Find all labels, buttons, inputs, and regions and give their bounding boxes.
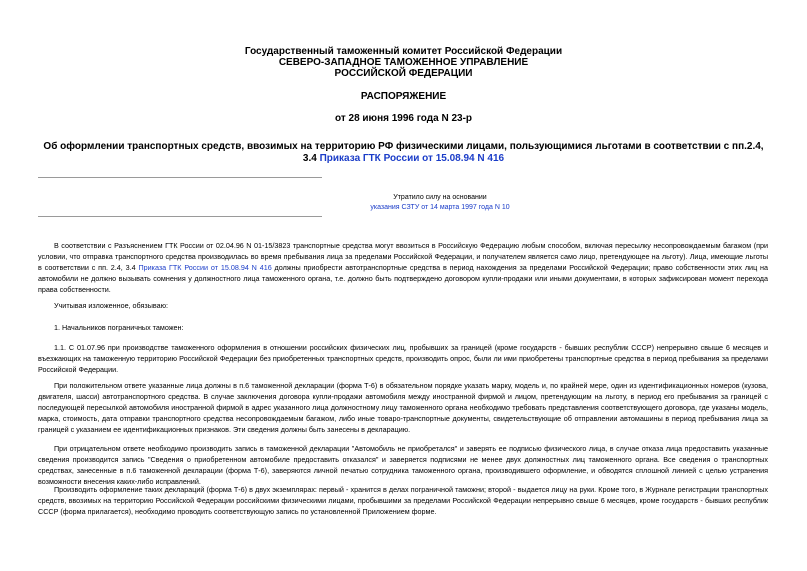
divider-top: [38, 177, 322, 178]
title-order-link[interactable]: Приказа ГТК России от 15.08.94 N 416: [319, 153, 505, 164]
paragraph-6: При отрицательном ответе необходимо производить запись в таможенной декларации "Автомобиль не приобретался" и заверять ее подписью физического лица, в случае отказа лица предоставить указанные сведения производится запись "Сведения о приобретенном автомобиле предоставить отказался" и заверяется подписями не менее двух должностных лиц таможенного органа. Все сведения о транспортных средствах, занесенные в п.6 таможенной декларации (форма Т-6), заверяются личной печатью сотрудника таможенного органа, производившего оформление, и обводятся сплошной линией с целью устранения возможности внесения каких-либо исправлений.: [38, 444, 768, 486]
document-title: [40, 141, 767, 165]
paragraph-3: 1. Начальников пограничных таможен:: [54, 323, 184, 332]
paragraph-7: Производить оформление таких деклараций (форма Т-6) в двух экземплярах: первый - хранится в делах пограничной таможни; второй - выдается лицу на руки. Кроме того, в Журнале регистрации транспортных средств, ввозимых на территорию Российской Федерации российскими физическими лицами, пробывшими за пределами Российской Федерации непрерывно свыше 6 месяцев, кроме государств - бывших республик СССР (форма прилагается), необходимо проводить соответствующую запись по установленной Приложением форме.: [38, 485, 768, 516]
paragraph-1: [38, 240, 768, 295]
status-note-link-wrap: [340, 203, 540, 213]
issuer-line-2: СЕВЕРО-ЗАПАДНОЕ ТАМОЖЕННОЕ УПРАВЛЕНИЕ: [278, 57, 529, 68]
paragraph-4: 1.1. С 01.07.96 при производстве таможенного оформления в отношении российских физических лиц, пробывших за границей (кроме государств - бывших республик СССР) непрерывно свыше 6 месяцев и въезжающих на таможенную территорию Российской Федерации без приобретенных транспортных средств, производить опрос, были ли ими приобретены транспортные средства в период пребывания за пределами Российской Федерации.: [38, 343, 768, 374]
issuer-line-1: Государственный таможенный комитет Российской Федерации: [244, 46, 563, 57]
paragraph-5: При положительном ответе указанные лица должны в п.6 таможенной декларации (форма Т-6) в обязательном порядке указать марку, модель и, по крайней мере, один из идентификационных номеров (кузова, двигателя, шасси) автотранспортного средства. В случае заключения договора купли-продажи автомобиля между иностранной фирмой и лицом, претендующим на льготу, в период его пребывания за границей с последующей пересылкой автомобиля иностранной фирмой в адрес указанного лица должностному лицу таможенного органа необходимо требовать представления соответствующего договора, где указаны модель, марка, стоимость, дата отправки транспортного средства несопровождаемым багажом, либо иные товаро-транспортные документы, свидетельствующие об отправлении автомашины в период пребывания лица за границей с указанием ее идентификационных признаков. Эти сведения должны быть занесены в декларацию.: [38, 381, 768, 434]
divider-bottom: [38, 216, 322, 217]
document-title-text: Об оформлении транспортных средств, ввозимых на территорию РФ физическими лицами, пользующимися льготами в соответствии с пп.2.4, 3.4: [43, 141, 764, 164]
status-note-link[interactable]: указания СЗТУ от 14 марта 1997 года N 10: [370, 204, 510, 211]
paragraph-1-text-a: В соответствии с Разъяснением ГТК России от 02.04.96 N 01-15/3823 транспортные средства могут ввозиться в Российскую Федерацию любым способом, включая пересылку несопровождаемым багажом (при условии, что отправка транспортного средства производилась во время пребывания лица за пределами Российской Федерации, и получателем является само лицо, претендующее на льготу). Лица, имеющие льготы в соответствии с пп. 2.4, 3.4: [38, 241, 768, 272]
document-type: РАСПОРЯЖЕНИЕ: [360, 91, 447, 102]
issuer-line-3: РОССИЙСКОЙ ФЕДЕРАЦИИ: [334, 68, 473, 79]
document-date: от 28 июня 1996 года N 23-р: [334, 113, 473, 124]
paragraph-1-text-b: должны приобрести автотранспортные средства в период нахождения за пределами Российской Федерации; право собственности этих лиц на автомобили не должно вызывать сомнения у должностного лица таможенного органа, т.е. должно быть подтверждено договором купли-продажи или иными документами, в которых зафиксирован момент перехода права собственности.: [38, 263, 769, 294]
paragraph-1-order-link[interactable]: Приказа ГТК России от 15.08.94 N 416: [138, 263, 272, 272]
paragraph-2: Учитывая изложенное, обязываю:: [54, 301, 168, 310]
status-note-text: Утратило силу на основании: [393, 194, 487, 201]
